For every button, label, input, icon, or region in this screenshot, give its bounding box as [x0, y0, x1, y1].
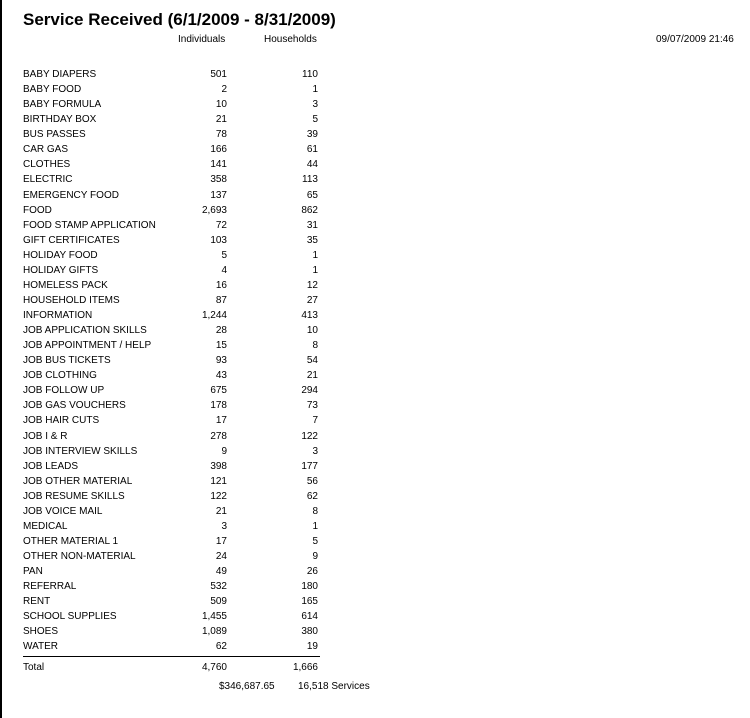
households-value: 5	[312, 114, 318, 126]
report-timestamp: 09/07/2009 21:46	[656, 34, 734, 45]
table-row	[23, 459, 323, 474]
service-name: JOB APPLICATION SKILLS	[23, 325, 147, 337]
service-name: BIRTHDAY BOX	[23, 114, 97, 126]
table-row	[23, 534, 323, 549]
individuals-value: 10	[215, 99, 227, 111]
individuals-value: 509	[210, 596, 227, 608]
individuals-value: 1,089	[201, 626, 227, 638]
individuals-value: 2	[221, 84, 227, 96]
service-name: BABY DIAPERS	[23, 69, 97, 80]
table-row	[23, 248, 323, 263]
service-name: SCHOOL SUPPLIES	[23, 611, 117, 623]
households-value: 5	[312, 535, 318, 547]
individuals-value: 103	[210, 234, 227, 246]
individuals-value: 1,455	[201, 611, 227, 623]
households-value: 3	[312, 445, 318, 457]
service-name: EMERGENCY FOOD	[23, 189, 119, 201]
individuals-value: 21	[215, 505, 227, 517]
individuals-value: 72	[215, 219, 227, 231]
service-name: MEDICAL	[23, 520, 68, 532]
table-row	[23, 353, 323, 368]
individuals-value: 9	[221, 445, 227, 457]
service-name: JOB I & R	[23, 430, 68, 442]
table-row	[23, 383, 323, 398]
households-value: 56	[306, 475, 318, 487]
table-row	[23, 368, 323, 383]
service-table	[23, 67, 323, 654]
service-name: FOOD STAMP APPLICATION	[23, 219, 156, 231]
households-value: 35	[306, 234, 318, 246]
individuals-value: 141	[210, 159, 227, 171]
individuals-column-header: Individuals	[178, 34, 226, 45]
individuals-value: 21	[215, 114, 227, 126]
households-value: 7	[312, 415, 318, 427]
service-name: PAN	[23, 566, 43, 578]
total-label: Total	[23, 662, 45, 673]
table-row	[23, 97, 323, 112]
households-value: 614	[301, 611, 318, 623]
total-divider	[23, 656, 320, 657]
service-name: JOB HAIR CUTS	[23, 415, 100, 427]
table-row	[23, 519, 323, 534]
households-value: 1	[312, 264, 318, 276]
households-value: 26	[306, 566, 318, 578]
individuals-value: 358	[210, 174, 227, 186]
table-row	[23, 579, 323, 594]
individuals-value: 501	[210, 69, 227, 80]
service-name: JOB FOLLOW UP	[23, 385, 105, 397]
service-name: SHOES	[23, 626, 59, 638]
service-name: CAR GAS	[23, 144, 69, 156]
households-value: 3	[312, 99, 318, 111]
individuals-value: 5	[221, 249, 227, 261]
individuals-value: 532	[210, 581, 227, 593]
table-row	[23, 263, 323, 278]
service-name: JOB RESUME SKILLS	[23, 490, 125, 502]
households-value: 62	[306, 490, 318, 502]
households-value: 862	[301, 204, 318, 216]
total-services: 16,518 Services	[298, 681, 370, 692]
table-row	[23, 308, 323, 323]
households-value: 19	[306, 641, 318, 653]
individuals-value: 4	[221, 264, 227, 276]
table-row	[23, 338, 323, 353]
individuals-value: 78	[215, 129, 227, 141]
individuals-value: 122	[210, 490, 227, 502]
table-row	[23, 112, 323, 127]
households-value: 73	[306, 400, 318, 412]
households-value: 110	[302, 69, 318, 80]
individuals-value: 178	[210, 400, 227, 412]
individuals-value: 62	[215, 641, 227, 653]
households-value: 8	[312, 505, 318, 517]
households-column-header: Households	[264, 34, 317, 45]
individuals-value: 121	[210, 475, 227, 487]
service-name: HOLIDAY FOOD	[23, 249, 98, 261]
table-row	[23, 444, 323, 459]
total-amount: $346,687.65	[219, 681, 275, 692]
table-row	[23, 564, 323, 579]
service-name: JOB GAS VOUCHERS	[23, 400, 126, 412]
households-value: 44	[306, 159, 318, 171]
service-name: FOOD	[23, 204, 52, 216]
service-name: JOB INTERVIEW SKILLS	[23, 445, 138, 457]
households-value: 180	[301, 581, 318, 593]
page-left-border	[0, 0, 2, 718]
table-row	[23, 188, 323, 203]
individuals-value: 278	[210, 430, 227, 442]
service-name: JOB CLOTHING	[23, 370, 97, 382]
service-name: JOB BUS TICKETS	[23, 355, 111, 367]
service-name: BABY FORMULA	[23, 99, 102, 111]
service-name: INFORMATION	[23, 310, 93, 321]
service-name: HOLIDAY GIFTS	[23, 264, 99, 276]
households-value: 10	[306, 325, 318, 337]
households-value: 413	[301, 310, 318, 321]
table-row	[23, 549, 323, 564]
individuals-value: 1,244	[201, 310, 227, 321]
table-row	[23, 142, 323, 157]
households-value: 21	[306, 370, 318, 382]
table-row	[23, 639, 323, 654]
households-value: 380	[301, 626, 318, 638]
table-row	[23, 67, 323, 82]
total-individuals: 4,760	[201, 662, 227, 673]
individuals-value: 93	[215, 355, 227, 367]
table-row	[23, 203, 323, 218]
service-name: JOB APPOINTMENT / HELP	[23, 340, 152, 352]
table-row	[23, 127, 323, 142]
individuals-value: 398	[210, 460, 227, 472]
service-name: HOUSEHOLD ITEMS	[23, 294, 120, 306]
service-name: JOB OTHER MATERIAL	[23, 475, 133, 487]
households-value: 8	[312, 340, 318, 352]
service-name: RENT	[23, 596, 51, 608]
service-name: OTHER MATERIAL 1	[23, 535, 119, 547]
table-row	[23, 594, 323, 609]
individuals-value: 3	[221, 520, 227, 532]
table-row	[23, 218, 323, 233]
households-value: 39	[306, 129, 318, 141]
households-value: 61	[306, 144, 318, 156]
table-row	[23, 609, 323, 624]
service-name: OTHER NON-MATERIAL	[23, 551, 136, 562]
service-name: GIFT CERTIFICATES	[23, 234, 120, 246]
individuals-value: 16	[215, 279, 227, 291]
service-name: WATER	[23, 641, 58, 653]
service-name: CLOTHES	[23, 159, 71, 171]
total-row	[23, 662, 323, 676]
table-row	[23, 474, 323, 489]
service-name: BUS PASSES	[23, 129, 86, 141]
households-value: 113	[302, 174, 318, 186]
individuals-value: 28	[215, 325, 227, 337]
households-value: 122	[301, 430, 318, 442]
total-households: 1,666	[292, 662, 318, 673]
households-value: 294	[301, 385, 318, 397]
service-name: BABY FOOD	[23, 84, 82, 96]
table-row	[23, 489, 323, 504]
individuals-value: 24	[215, 551, 227, 562]
table-row	[23, 398, 323, 413]
table-row	[23, 278, 323, 293]
individuals-value: 87	[215, 294, 227, 306]
households-value: 27	[306, 294, 318, 306]
households-value: 54	[306, 355, 318, 367]
households-value: 65	[306, 189, 318, 201]
table-row	[23, 157, 323, 172]
individuals-value: 17	[215, 415, 227, 427]
individuals-value: 166	[210, 144, 227, 156]
households-value: 177	[301, 460, 318, 472]
households-value: 1	[312, 249, 318, 261]
individuals-value: 15	[215, 340, 227, 352]
households-value: 1	[312, 84, 318, 96]
table-row	[23, 323, 323, 338]
individuals-value: 2,693	[201, 204, 227, 216]
households-value: 9	[312, 551, 318, 562]
households-value: 165	[301, 596, 318, 608]
individuals-value: 17	[215, 535, 227, 547]
individuals-value: 675	[210, 385, 227, 397]
individuals-value: 49	[215, 566, 227, 578]
report-title: Service Received (6/1/2009 - 8/31/2009)	[23, 10, 336, 29]
table-row	[23, 233, 323, 248]
service-name: REFERRAL	[23, 581, 77, 593]
table-row	[23, 429, 323, 444]
service-name: ELECTRIC	[23, 174, 73, 186]
table-row	[23, 504, 323, 519]
households-value: 1	[312, 520, 318, 532]
service-name: HOMELESS PACK	[23, 279, 108, 291]
table-row	[23, 624, 323, 639]
service-name: JOB VOICE MAIL	[23, 505, 103, 517]
table-row	[23, 82, 323, 97]
table-row	[23, 293, 323, 308]
table-row	[23, 413, 323, 428]
households-value: 12	[306, 279, 318, 291]
table-row	[23, 172, 323, 187]
individuals-value: 43	[215, 370, 227, 382]
households-value: 31	[306, 219, 318, 231]
individuals-value: 137	[210, 189, 227, 201]
service-name: JOB LEADS	[23, 460, 79, 472]
